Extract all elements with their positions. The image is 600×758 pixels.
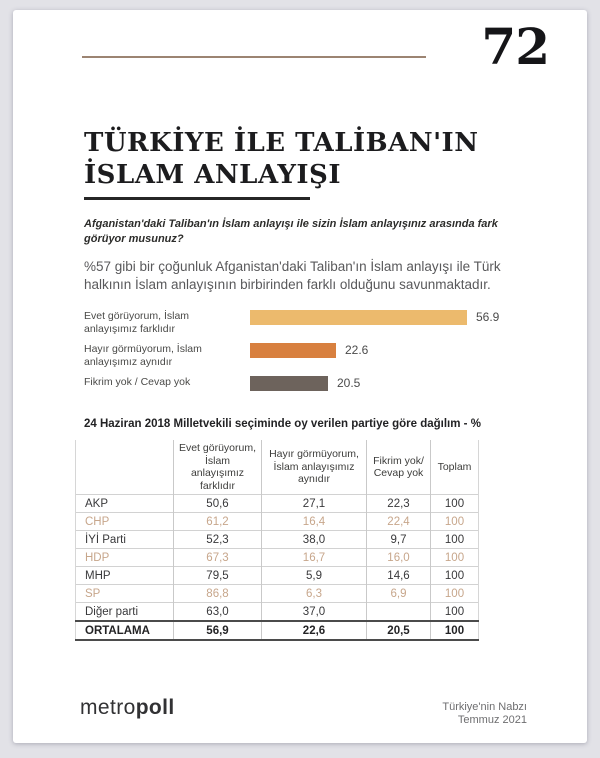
logo-light-part: metro (80, 696, 136, 719)
page-title-line2: İSLAM ANLAYIŞI (84, 159, 341, 190)
footer-edition (442, 701, 527, 727)
value-cell: 100 (431, 567, 479, 585)
party-name-cell: CHP (76, 513, 174, 531)
value-cell: 16,7 (262, 549, 367, 567)
chart-bar-label: Evet görüyorum, İslam anlayışımız farklıdır (84, 310, 190, 335)
table-row (76, 513, 479, 531)
value-cell: 22,4 (367, 513, 431, 531)
table-row (76, 549, 479, 567)
table-header-cell: Toplam (431, 440, 479, 495)
page-title (84, 128, 504, 191)
value-cell: 63,0 (174, 603, 262, 622)
value-cell: 14,6 (367, 567, 431, 585)
value-cell: 100 (431, 621, 479, 640)
value-cell: 100 (431, 495, 479, 513)
chart-bar (250, 310, 467, 325)
table-row (76, 495, 479, 513)
party-name-cell: HDP (76, 549, 174, 567)
value-cell: 22,6 (262, 621, 367, 640)
chart-bar (250, 343, 336, 358)
value-cell: 67,3 (174, 549, 262, 567)
footer-edition-line1: Türkiye'nin Nabzı (442, 701, 527, 713)
value-cell: 16,4 (262, 513, 367, 531)
chart-row (84, 376, 534, 391)
title-underline (84, 197, 310, 200)
chart-row (84, 343, 534, 369)
results-table (75, 440, 479, 641)
chart-bar-value: 20.5 (337, 376, 361, 390)
table-row (76, 621, 479, 640)
header-rule (82, 56, 426, 58)
table-header-cell: Evet görüyorum, İslam anlayışımız farklıdır (174, 440, 262, 495)
value-cell: 100 (431, 531, 479, 549)
value-cell: 38,0 (262, 531, 367, 549)
survey-question: Afganistan'daki Taliban'ın İslam anlayışı ile sizin İslam anlayışınız arasında fark görüyor musunuz? (84, 218, 498, 246)
party-name-cell: AKP (76, 495, 174, 513)
value-cell: 6,9 (367, 585, 431, 603)
table-row (76, 531, 479, 549)
value-cell: 100 (431, 603, 479, 622)
value-cell: 16,0 (367, 549, 431, 567)
value-cell: 61,2 (174, 513, 262, 531)
value-cell: 50,6 (174, 495, 262, 513)
summary-text: %57 gibi bir çoğunluk Afganistan'daki Taliban'ın İslam anlayışı ile Türk halkının İslam anlayışının birbirinden farklı olduğunu savunmaktadır. (84, 259, 501, 292)
value-cell: 100 (431, 513, 479, 531)
metropoll-logo (80, 696, 175, 720)
party-name-cell: Diğer parti (76, 603, 174, 622)
table-row (76, 603, 479, 622)
party-name-cell: MHP (76, 567, 174, 585)
value-cell: 79,5 (174, 567, 262, 585)
bar-chart (84, 310, 534, 398)
chart-bar-value: 22.6 (345, 343, 369, 357)
value-cell: 20,5 (367, 621, 431, 640)
chart-row (84, 310, 534, 336)
footer-edition-line2: Temmuz 2021 (457, 714, 527, 726)
value-cell: 100 (431, 585, 479, 603)
table-row (76, 585, 479, 603)
value-cell (367, 603, 431, 622)
party-name-cell: ORTALAMA (76, 621, 174, 640)
value-cell: 52,3 (174, 531, 262, 549)
table-header-row (76, 440, 479, 495)
value-cell: 37,0 (262, 603, 367, 622)
value-cell: 100 (431, 549, 479, 567)
chart-bar-label: Fikrim yok / Cevap yok (84, 376, 191, 388)
chart-bar-value: 56.9 (476, 310, 500, 324)
value-cell: 6,3 (262, 585, 367, 603)
table-header-cell: Fikrim yok/ Cevap yok (367, 440, 431, 495)
value-cell: 56,9 (174, 621, 262, 640)
value-cell: 9,7 (367, 531, 431, 549)
party-name-cell: SP (76, 585, 174, 603)
table-header-cell: Hayır görmüyorum, İslam anlayışımız aynıdır (262, 440, 367, 495)
value-cell: 22,3 (367, 495, 431, 513)
value-cell: 27,1 (262, 495, 367, 513)
page-title-line1: TÜRKİYE İLE TALİBAN'IN (84, 128, 479, 158)
report-page (13, 10, 587, 743)
value-cell: 5,9 (262, 567, 367, 585)
chart-bar-label: Hayır görmüyorum, İslam anlayışımız aynıdır (84, 343, 202, 368)
party-name-cell: İYİ Parti (76, 531, 174, 549)
table-header-cell (76, 440, 174, 495)
page-number: 72 (481, 17, 549, 76)
logo-bold-part: poll (135, 696, 175, 719)
table-title: 24 Haziran 2018 Milletvekili seçiminde oy verilen partiye göre dağılım - % (84, 418, 481, 430)
value-cell: 86,8 (174, 585, 262, 603)
chart-bar (250, 376, 328, 391)
table-row (76, 567, 479, 585)
